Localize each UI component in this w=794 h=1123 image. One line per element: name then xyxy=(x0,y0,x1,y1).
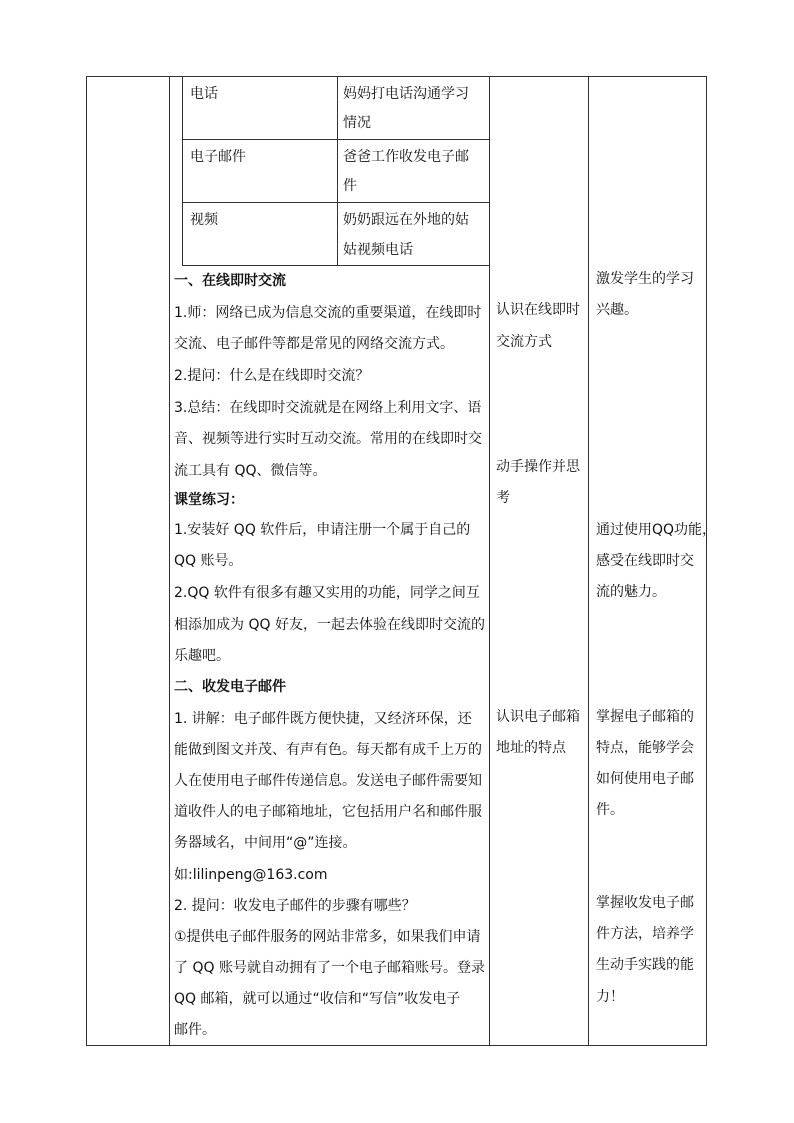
paragraph-line: QQ 账号。 xyxy=(174,553,243,569)
paragraph-line: 相添加成为 QQ 好友，一起去体验在线即时交流的 xyxy=(174,617,485,633)
design-intent: 通过使用QQ功能， xyxy=(596,522,717,538)
row-use: 姑视频电话 xyxy=(343,242,413,258)
paragraph-line: 能做到图文并茂、有声有色。每天都有成千上万的 xyxy=(174,742,482,758)
paragraph-line: 1. 讲解：电子邮件既方便快捷，又经济环保，还 xyxy=(174,711,472,727)
design-intent: 激发学生的学习 xyxy=(596,271,694,287)
paragraph-line: 2. 提问：收发电子邮件的步骤有哪些？ xyxy=(174,898,416,914)
paragraph-line: 务器域名，中间用“@”连接。 xyxy=(174,835,357,851)
design-intent: 掌握收发电子邮 xyxy=(596,895,694,911)
exercise-heading: 课堂练习： xyxy=(174,492,244,508)
paragraph-line: 邮件。 xyxy=(174,1022,216,1038)
example-line: 如:lilinpeng@163.com xyxy=(174,867,328,883)
paragraph-line: 乐趣吧。 xyxy=(174,648,230,664)
paragraph-line: 人在使用电子邮件传递信息。发送电子邮件需要知 xyxy=(174,773,482,789)
row-use: 妈妈打电话沟通学习 xyxy=(343,86,469,102)
design-intent: 特点，能够学会 xyxy=(596,740,694,756)
column-divider-3 xyxy=(588,76,589,1046)
paragraph-line: 交流、电子邮件等都是常见的网络交流方式。 xyxy=(174,336,454,352)
section-heading: 一、在线即时交流 xyxy=(174,273,286,289)
paragraph-line: 了 QQ 账号就自动拥有了一个电子邮箱账号。登录 xyxy=(174,960,485,976)
design-intent: 掌握电子邮箱的 xyxy=(596,709,694,725)
paragraph-line: 音、视频等进行实时互动交流。常用的在线即时交 xyxy=(174,431,482,447)
row-name: 电子邮件 xyxy=(190,149,246,165)
design-intent: 生动手实践的能 xyxy=(596,957,694,973)
student-activity: 考 xyxy=(496,490,510,506)
row-use: 情况 xyxy=(343,115,371,131)
paragraph-line: QQ 邮箱，就可以通过“收信和“写信”收发电子 xyxy=(174,991,461,1007)
paragraph-line: 3.总结：在线即时交流就是在网络上利用文字、语 xyxy=(174,400,482,416)
section-heading: 二、收发电子邮件 xyxy=(174,679,286,695)
student-activity: 认识在线即时 xyxy=(496,302,580,318)
paragraph-line: 流工具有 QQ、微信等。 xyxy=(174,463,327,479)
design-intent: 流的魅力。 xyxy=(596,584,666,600)
design-intent: 兴趣。 xyxy=(596,302,638,318)
paragraph-line: 2.QQ 软件有很多有趣又实用的功能，同学之间互 xyxy=(174,585,480,601)
design-intent: 件。 xyxy=(596,802,624,818)
paragraph-line: 1.安装好 QQ 软件后，申请注册一个属于自己的 xyxy=(174,522,471,538)
paragraph-line: 道收件人的电子邮箱地址，它包括用户名和邮件服 xyxy=(174,804,482,820)
row-name: 视频 xyxy=(190,212,218,228)
design-intent: 感受在线即时交 xyxy=(596,553,694,569)
row-use: 件 xyxy=(343,178,357,194)
design-intent: 力！ xyxy=(596,989,624,1005)
student-activity: 动手操作并思 xyxy=(496,459,580,475)
student-activity: 地址的特点 xyxy=(496,740,566,756)
student-activity: 交流方式 xyxy=(496,334,552,350)
row-use: 爸爸工作收发电子邮 xyxy=(343,149,469,165)
paragraph-line: 2.提问：什么是在线即时交流？ xyxy=(174,368,370,384)
row-use: 奶奶跟远在外地的姑 xyxy=(343,212,469,228)
design-intent: 件方法，培养学 xyxy=(596,926,694,942)
design-intent: 如何使用电子邮 xyxy=(596,771,694,787)
column-divider-1 xyxy=(169,76,170,1046)
row-name: 电话 xyxy=(190,86,218,102)
student-activity: 认识电子邮箱 xyxy=(496,709,580,725)
paragraph-line: ①提供电子邮件服务的网站非常多，如果我们申请 xyxy=(174,929,481,945)
paragraph-line: 1.师：网络已成为信息交流的重要渠道，在线即时 xyxy=(174,305,482,321)
